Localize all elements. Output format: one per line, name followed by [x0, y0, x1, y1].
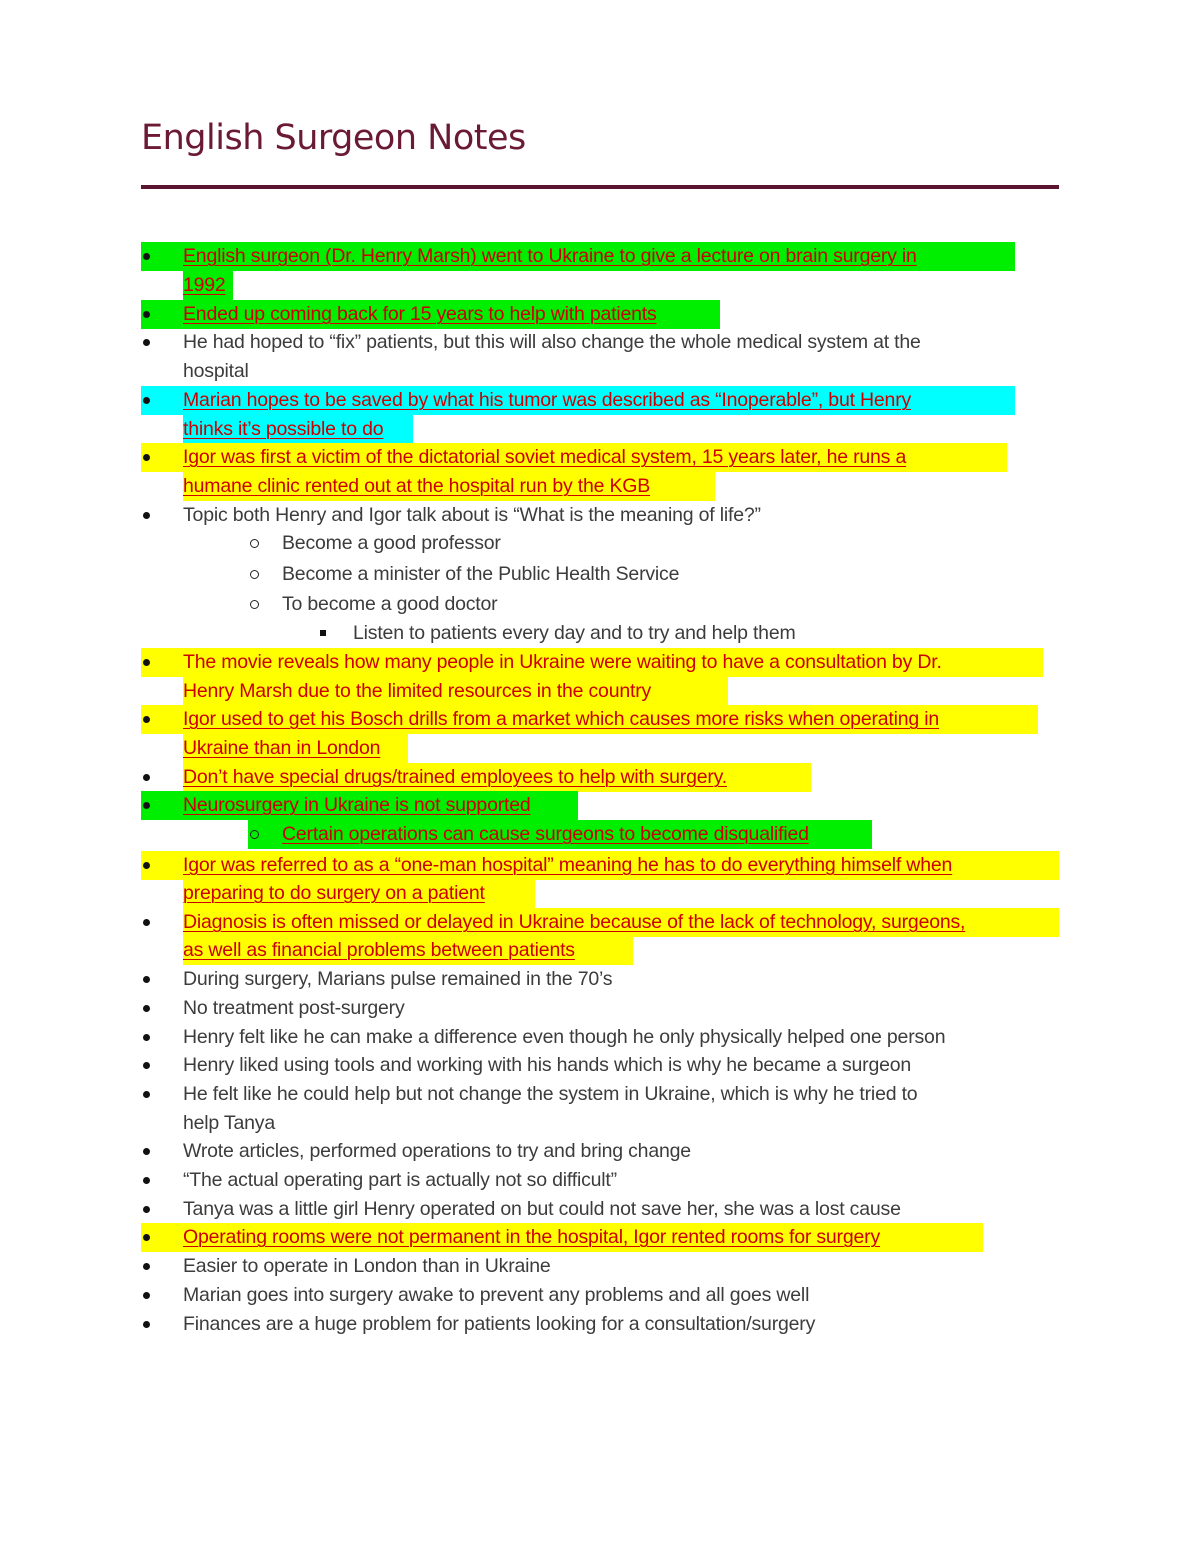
note-text: Marian hopes to be saved by what his tumor was described as “Inoperable”, but Henry [155, 386, 1015, 415]
note-text: English surgeon (Dr. Henry Marsh) went to Ukraine to give a lecture on brain surgery in [155, 242, 1015, 271]
circle-bullet-icon [248, 820, 282, 849]
page-title: English Surgeon Notes [141, 118, 526, 158]
bullet-icon [141, 763, 155, 792]
note-text: Ukraine than in London [183, 734, 408, 763]
note-text: Become a good professor [282, 532, 501, 554]
bullet-icon [141, 1051, 155, 1080]
title-divider [141, 185, 1059, 189]
note-text: Operating rooms were not permanent in the hospital, Igor rented rooms for surgery [155, 1223, 983, 1252]
note-text: Ended up coming back for 15 years to help with patients [155, 300, 720, 329]
bullet-icon [141, 791, 155, 820]
note-text: hospital [183, 360, 249, 382]
note-text: Neurosurgery in Ukraine is not supported [155, 791, 578, 820]
note-text: He had hoped to “fix” patients, but this will also change the whole medical system at the [183, 331, 921, 353]
note-text: preparing to do surgery on a patient [183, 879, 535, 908]
note-text: help Tanya [183, 1112, 275, 1134]
bullet-icon [141, 1166, 155, 1195]
note-text: To become a good doctor [282, 593, 498, 615]
note-text: Igor was first a victim of the dictatorial soviet medical system, 15 years later, he runs a [155, 443, 1007, 472]
note-text: Wrote articles, performed operations to try and bring change [183, 1140, 691, 1162]
note-text: 1992 [183, 271, 233, 300]
bullet-icon [141, 1223, 155, 1252]
note-text: Don’t have special drugs/trained employees to help with surgery. [183, 763, 811, 792]
bullet-icon [141, 242, 155, 271]
note-text: Listen to patients every day and to try and help them [353, 622, 796, 644]
note-text: Marian goes into surgery awake to prevent any problems and all goes well [183, 1284, 810, 1306]
bullet-icon [141, 1080, 155, 1109]
note-text: Henry Marsh due to the limited resources in the country [183, 677, 728, 706]
bullet-icon [141, 994, 155, 1023]
bullet-icon [141, 1195, 155, 1224]
bullet-icon [141, 501, 155, 530]
bullet-icon [141, 1137, 155, 1166]
note-text: thinks it’s possible to do [183, 415, 413, 444]
square-bullet-icon [319, 619, 331, 648]
note-text: Easier to operate in London than in Ukraine [183, 1255, 551, 1277]
note-text: Diagnosis is often missed or delayed in Ukraine because of the lack of technology, surgeons, [183, 908, 1059, 937]
bullet-icon [141, 328, 155, 357]
note-text: as well as financial problems between patients [183, 936, 633, 965]
circle-bullet-icon [248, 560, 264, 589]
circle-bullet-icon [248, 529, 264, 558]
bullet-icon [141, 386, 155, 415]
bullet-icon [141, 443, 155, 472]
bullet-icon [141, 300, 155, 329]
note-text: Igor was referred to as a “one-man hospital” meaning he has to do everything himself when [155, 851, 1059, 880]
note-text: “The actual operating part is actually not so difficult” [183, 1169, 617, 1191]
bullet-icon [141, 705, 155, 734]
circle-bullet-icon [248, 590, 264, 619]
note-text: Tanya was a little girl Henry operated on but could not save her, she was a lost cause [183, 1198, 901, 1220]
note-text: humane clinic rented out at the hospital run by the KGB [183, 472, 715, 501]
note-text: Henry felt like he can make a difference even though he only physically helped one person [183, 1026, 946, 1048]
bullet-icon [141, 1023, 155, 1052]
bullet-icon [141, 1281, 155, 1310]
note-text: During surgery, Marians pulse remained in the 70’s [183, 968, 613, 990]
bullet-icon [141, 965, 155, 994]
bullet-icon [141, 908, 155, 937]
note-text: Topic both Henry and Igor talk about is “What is the meaning of life?” [183, 504, 761, 526]
note-text: He felt like he could help but not change the system in Ukraine, which is why he tried to [183, 1083, 918, 1105]
bullet-icon [141, 1310, 155, 1339]
note-text: Finances are a huge problem for patients looking for a consultation/surgery [183, 1313, 816, 1335]
note-text: Become a minister of the Public Health Service [282, 563, 680, 585]
bullet-icon [141, 851, 155, 880]
note-text: Certain operations can cause surgeons to become disqualified [282, 820, 872, 849]
note-text: Igor used to get his Bosch drills from a market which causes more risks when operating in [155, 705, 1038, 734]
note-text: The movie reveals how many people in Ukraine were waiting to have a consultation by Dr. [155, 648, 1043, 677]
bullet-icon [141, 1252, 155, 1281]
bullet-icon [141, 648, 155, 677]
note-text: No treatment post-surgery [183, 997, 405, 1019]
note-text: Henry liked using tools and working with his hands which is why he became a surgeon [183, 1054, 912, 1076]
